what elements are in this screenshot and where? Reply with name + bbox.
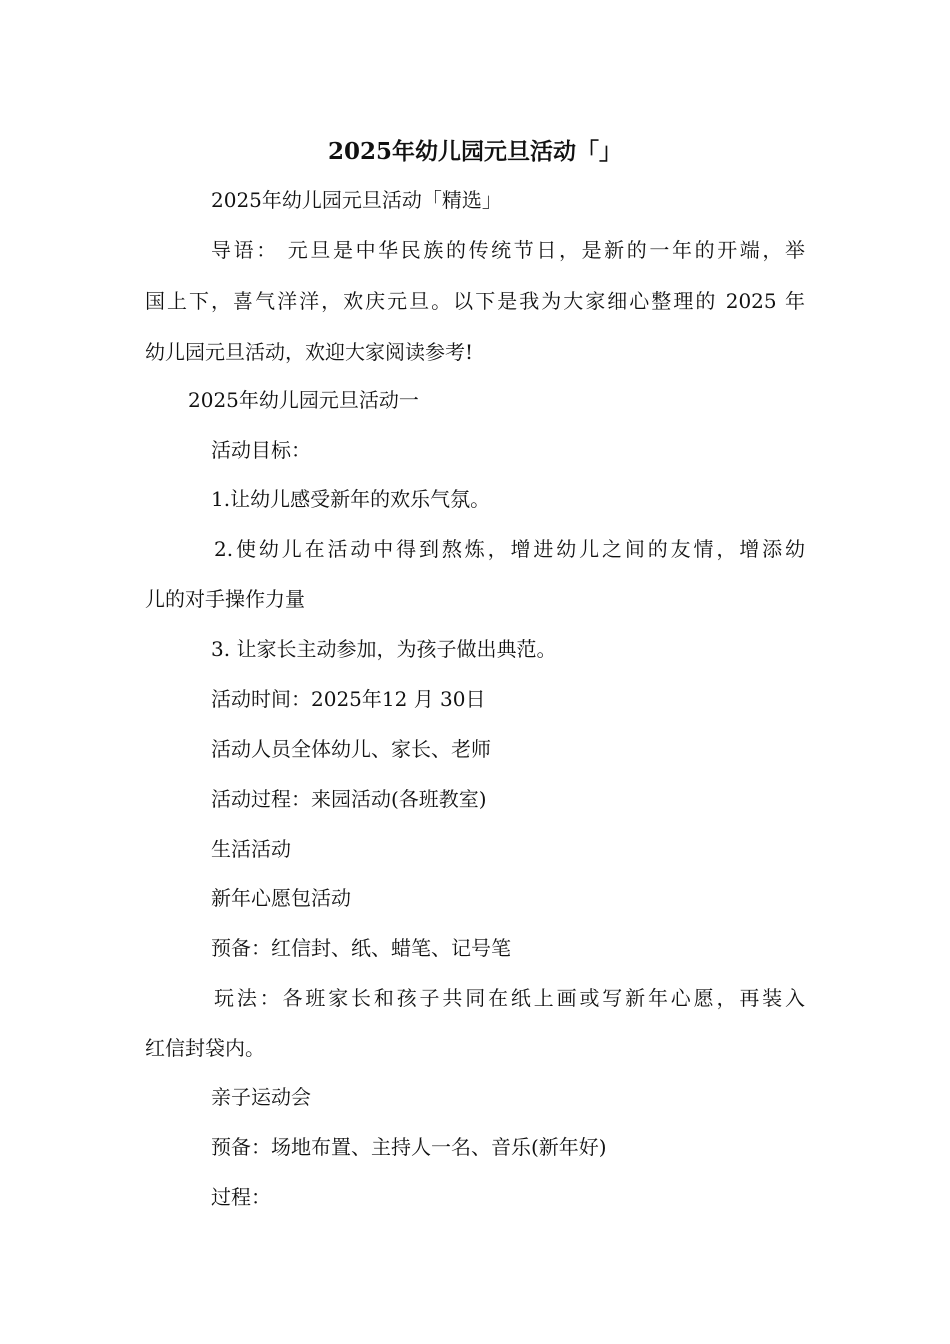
document-subtitle: 2025年幼儿园元旦活动「精选」 — [211, 188, 502, 212]
play-line-2: 红信封袋内。 — [145, 1036, 265, 1060]
preparation-2: 预备：场地布置、主持人一名、音乐(新年好) — [211, 1135, 607, 1159]
document-title: 2025年幼儿园元旦活动「」 — [327, 138, 622, 165]
intro-line-1: 导语： 元旦是中华民族的传统节日，是新的一年的开端，举 — [211, 238, 805, 262]
wish-bag-activity: 新年心愿包活动 — [211, 886, 351, 910]
goal-3: 3. 让家长主动参加，为孩子做出典范。 — [211, 637, 557, 661]
goal-2-line-2: 儿的对手操作力量 — [145, 587, 305, 611]
activity-time: 活动时间：2025年12 月 30日 — [211, 687, 486, 711]
intro-line-2: 国上下，喜气洋洋，欢庆元旦。以下是我为大家细心整理的 2025 年 — [145, 289, 805, 313]
process-label: 过程： — [211, 1185, 271, 1209]
life-activity: 生活活动 — [211, 837, 291, 861]
section-heading: 2025年幼儿园元旦活动一 — [188, 388, 419, 412]
parent-child-sports: 亲子运动会 — [211, 1085, 311, 1109]
activity-process: 活动过程：来园活动(各班教室) — [211, 787, 487, 811]
preparation-1: 预备：红信封、纸、蜡笔、记号笔 — [211, 936, 511, 960]
intro-line-3: 幼儿园元旦活动，欢迎大家阅读参考! — [145, 340, 474, 364]
goals-label: 活动目标： — [211, 438, 311, 462]
play-line-1: 玩法：各班家长和孩子共同在纸上画或写新年心愿，再装入 — [214, 986, 805, 1010]
goal-1: 1.让幼儿感受新年的欢乐气氛。 — [211, 487, 491, 511]
goal-2-line-1: 2.使幼儿在活动中得到熬炼，增进幼儿之间的友情，增添幼 — [214, 537, 805, 561]
activity-people: 活动人员全体幼儿、家长、老师 — [211, 737, 491, 761]
